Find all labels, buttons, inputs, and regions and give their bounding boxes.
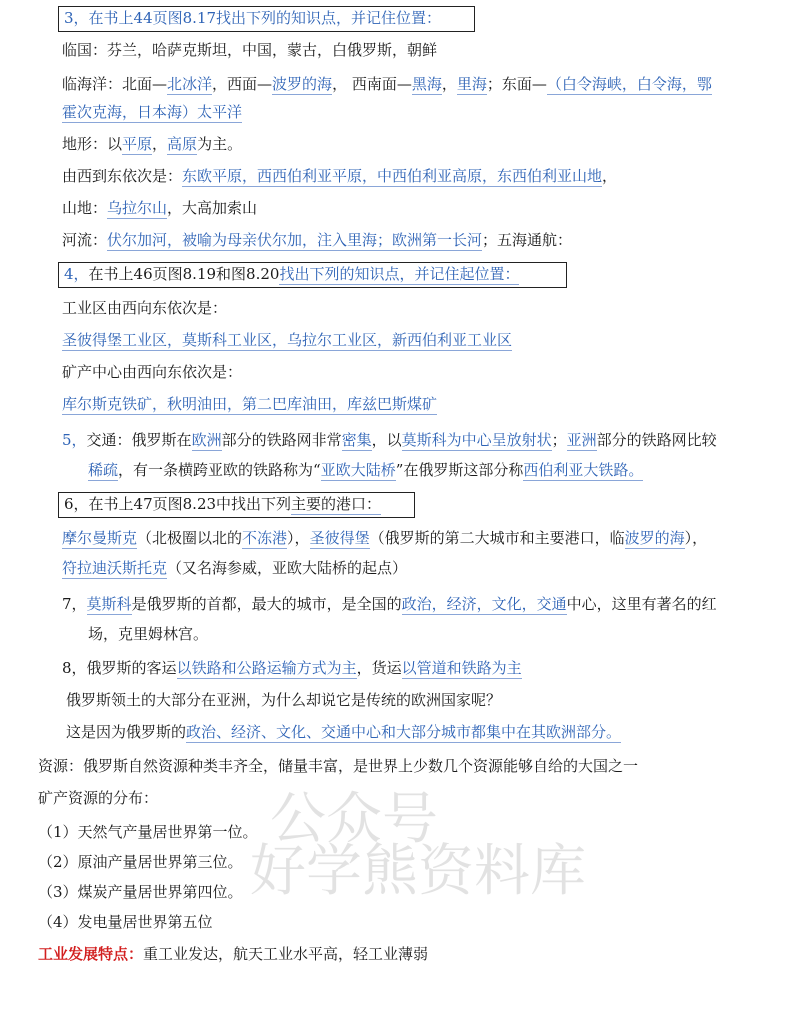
industry-features-label: 工业发展特点： — [38, 945, 144, 963]
section4-heading-b: 找出下列的知识点，并记住起位置： — [279, 265, 520, 283]
transport-t7: ”在俄罗斯这部分称 — [395, 461, 524, 479]
mineral-centers-text: 库尔斯克铁矿，秋明油田，第二巴库油田，库兹巴斯煤矿 — [62, 395, 438, 413]
freight-passenger: 以铁路和公路运输方式为主 — [176, 659, 357, 677]
section4-number: 4， — [64, 265, 89, 283]
transport-line-1 — [62, 430, 717, 450]
transport-dense: 密集 — [341, 431, 372, 449]
terrain-line — [62, 134, 242, 154]
sea-north: 北冰洋 — [167, 75, 213, 93]
section6-heading — [64, 494, 381, 514]
sea-west-prefix: ，西面— — [212, 75, 273, 93]
rivers-line — [62, 230, 572, 250]
mineral-centers-label: 矿产中心由西向东依次是： — [62, 363, 243, 381]
order-label: 由西到东依次是： — [62, 167, 183, 185]
europe-answer-text: 政治、经济、文化、交通中心和大部分城市都集中在其欧洲部分。 — [186, 723, 622, 741]
port-murmansk: 摩尔曼斯克 — [62, 529, 138, 547]
capital-line-1 — [62, 594, 717, 614]
transport-europe: 欧洲 — [191, 431, 222, 449]
mountains-line — [62, 198, 257, 218]
sea-sep: ， — [441, 75, 457, 93]
section3-heading — [64, 8, 441, 28]
freight-t1: 俄罗斯的客运 — [86, 659, 177, 677]
order-value: 东欧平原，西西伯利亚平原，中西伯利亚高原，东西伯利亚山地 — [182, 167, 603, 185]
port-stpete: 圣彼得堡 — [309, 529, 370, 547]
sea-east-line2: 霍次克海，日本海）太平洋 — [62, 103, 243, 121]
industry-zones-text: 圣彼得堡工业区，莫斯科工业区，乌拉尔工业区，新西伯利亚工业区 — [62, 331, 513, 349]
transport-t1: 交通：俄罗斯在 — [86, 431, 192, 449]
capital-t1: 是俄罗斯的首都，最大的城市，是全国的 — [131, 595, 402, 613]
resources-line: 资源：俄罗斯自然资源种类丰齐全，储量丰富，是世界上少数几个资源能够自给的大国之一 — [38, 757, 639, 775]
resource-item-3: （3）煤炭产量居世界第四位。 — [38, 883, 243, 901]
sea-east-prefix: ；东面— — [486, 75, 547, 93]
ports-p2: ）， — [287, 529, 310, 547]
seas-label: 临海洋：北面— — [62, 75, 168, 93]
ports-p1: （北极圈以北的 — [137, 529, 243, 547]
transport-t5: 部分的铁路网比较 — [596, 431, 717, 449]
transport-t2: 部分的铁路网非常 — [221, 431, 342, 449]
capital-moscow: 莫斯科 — [86, 595, 132, 613]
transport-bridge: 亚欧大陆桥 — [320, 461, 396, 479]
terrain-plain: 平原 — [122, 135, 153, 153]
transport-t4: ； — [551, 431, 567, 449]
freight-line — [62, 658, 522, 678]
section6-heading-a: 在书上47页图8.23中找出下列 — [88, 495, 292, 513]
ports-p3: （俄罗斯的第二大城市和主要港口，临 — [369, 529, 625, 547]
sea-black: 黑海 — [411, 75, 442, 93]
sea-caspian: 里海 — [456, 75, 487, 93]
section3-heading-text: 在书上44页图8.17找出下列的知识点，并记住位置： — [88, 9, 442, 27]
terrain-plateau: 高原 — [167, 135, 198, 153]
industry-zones-value — [62, 330, 512, 350]
transport-line-2 — [88, 460, 643, 480]
transport-siberian: 西伯利亚大铁路。 — [523, 461, 644, 479]
europe-question: 俄罗斯领土的大部分在亚洲，为什么却说它是传统的欧洲国家呢？ — [66, 691, 502, 709]
capital-centers: 政治，经济，文化，交通 — [401, 595, 567, 613]
mountains-ural: 乌拉尔山 — [107, 199, 168, 217]
ports-line-1 — [62, 528, 707, 548]
industry-zones-label: 工业区由西向东依次是： — [62, 299, 228, 317]
watermark-line2: 好学熊资料库 — [250, 839, 586, 904]
mountains-label: 山地： — [62, 199, 108, 217]
europe-answer — [66, 722, 621, 742]
port-baltic: 波罗的海 — [624, 529, 685, 547]
industry-features-value: 重工业发达，航天工业水平高，轻工业薄弱 — [143, 945, 429, 963]
europe-answer-prefix: 这是因为俄罗斯的 — [66, 723, 187, 741]
terrain-sep: ， — [152, 135, 168, 153]
port-vladivostok: 符拉迪沃斯托克 — [62, 559, 168, 577]
neighbors-line — [62, 40, 437, 60]
transport-t6: ，有一条横跨亚欧的铁路称为“ — [118, 461, 321, 479]
watermark-line1: 公众号 — [270, 787, 438, 852]
ports-p5: （又名海参威，亚欧大陆桥的起点） — [167, 559, 408, 577]
capital-line-2: 场，克里姆林宫。 — [88, 625, 209, 643]
seas-line-2 — [62, 102, 242, 122]
order-line — [62, 166, 617, 186]
section8-number: 8， — [62, 659, 87, 677]
ports-line-2 — [62, 558, 407, 578]
mineral-distribution-label: 矿产资源的分布： — [38, 789, 159, 807]
terrain-label: 地形：以 — [62, 135, 123, 153]
resource-item-4: （4）发电量居世界第五位 — [38, 913, 213, 931]
section5-number: 5， — [62, 431, 87, 449]
rivers-label: 河流： — [62, 231, 108, 249]
section4-heading — [64, 264, 519, 284]
section4-heading-a: 在书上46页图8.19和图8.20 — [88, 265, 280, 283]
sea-west: 波罗的海 — [272, 75, 333, 93]
seas-line — [62, 74, 712, 94]
neighbors-value: 芬兰，哈萨克斯坦，中国，蒙古，白俄罗斯，朝鲜 — [107, 41, 438, 59]
freight-t2: ，货运 — [356, 659, 402, 677]
mineral-centers-value — [62, 394, 437, 414]
transport-moscow-center: 莫斯科为中心呈放射状 — [401, 431, 552, 449]
industry-features-line — [38, 944, 428, 964]
section7-number: 7， — [62, 595, 87, 613]
freight-freight: 以管道和铁路为主 — [401, 659, 522, 677]
section6-number: 6， — [64, 495, 89, 513]
capital-t2: 中心，这里有著名的红 — [566, 595, 717, 613]
ports-p4: ）， — [684, 529, 708, 547]
sea-sw-prefix: ， 西南面— — [332, 75, 412, 93]
transport-sparse: 稀疏 — [88, 461, 119, 479]
resource-item-2: （2）原油产量居世界第三位。 — [38, 853, 243, 871]
mountains-rest: ，大高加索山 — [167, 199, 258, 217]
section6-heading-b: 主要的港口： — [291, 495, 382, 513]
port-ice-free: 不冻港 — [242, 529, 288, 547]
resource-item-1: （1）天然气产量居世界第一位。 — [38, 823, 258, 841]
transport-t3: ，以 — [371, 431, 402, 449]
rivers-value: 伏尔加河，被喻为母亲伏尔加，注入里海；欧洲第一长河 — [107, 231, 483, 249]
watermark — [250, 787, 586, 904]
terrain-suffix: 为主。 — [197, 135, 243, 153]
sea-east-line1: （白令海峡，白令海，鄂 — [546, 75, 712, 93]
rivers-suffix: ；五海通航： — [482, 231, 573, 249]
order-end: ， — [602, 167, 618, 185]
section3-number: 3， — [64, 9, 89, 27]
neighbors-label: 临国： — [62, 41, 108, 59]
transport-asia: 亚洲 — [566, 431, 597, 449]
